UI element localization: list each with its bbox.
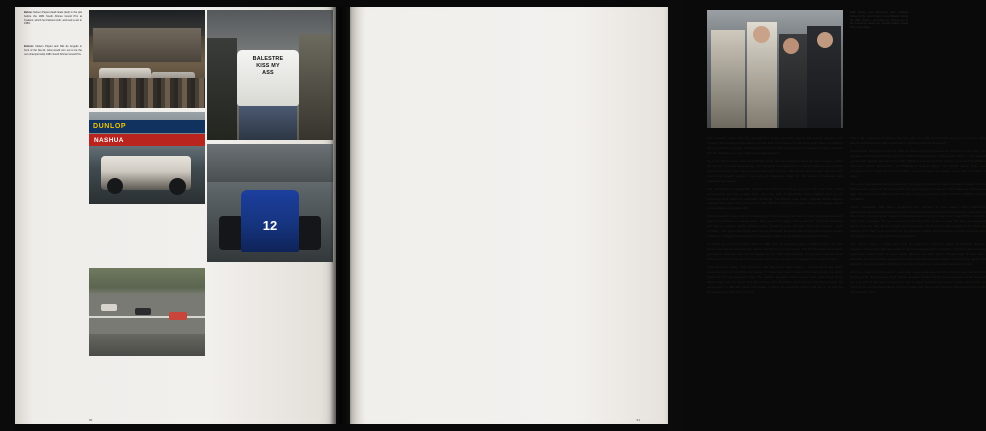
- table-edge-left: [0, 0, 15, 431]
- balestre-t-shirt-photo: [207, 10, 333, 140]
- caption-bottom: Bottom: Nelson Piquet and Niki de Angelis in front of the flat-12, what would turn out to be the non-championship 1981 South African Grand Prix.: [24, 45, 82, 56]
- photo-tyre-rear: [169, 178, 186, 195]
- photo-person-1: [711, 30, 745, 128]
- caption-below: Below: Nelson Piquet dead-heats (tied) in the pits before the 1981 South African Grand Prix at Kyalami, which he finished ninth, and took a win in 1983.: [24, 11, 82, 26]
- body-paragraph: Nonetheless, Ecclestone took the idea on board and FOCA stated its intention to hold their own separate world championship under the artistic/social federation of Motorsport banner. They pointed out that they had the top team from 1980, Williams, and the top three drivers, Jones and his Williams teammate Carlos Reutemann, and Brabham's Nelson Piquet. The FOCA teams alone then competed in the South African Grand Prix, whose promoter was aware, using cars with skirts in place.: [850, 149, 986, 178]
- photo-crowd-band: [89, 78, 205, 108]
- body-paragraph: As FOCA sat in front of what reflects in 1981 took the chequered flag of Watkins Glen, the FISA teams were already building their entries cars for the coming season. The FOCA teams, meanwhile, ignored the sanctions and did not register for the 1981 championship. In response occurred when FOCA teams refused to go to the season-opening race in Argentina, leading to its postponement.: [707, 242, 843, 262]
- body-paragraph: The senior management and sponsors of the major manufacturers teams became uneasy that the FOCA teams could pull off a crisis while the governing body could not. They called for compromise talks. The sport's fans baked on with dismay. 'I starts proclaiming: 'FISA v FOCA = FIASCO' were in circulation.: [850, 181, 986, 201]
- table-edge-bottom: [0, 424, 684, 431]
- track-action-photo: [89, 268, 205, 356]
- body-paragraph: The manufacturers traditionally followed the FISA line because, in sport, they had other racing commitments and also existed rules; thus, any form of disciplinary action against them by the governing body would be potentially damaging. The French Ligier team, originally FOCA aligned, switched sides when they joined forces with Talbot and planned to use a Matra V12 engine instead of the ubiquitous Cosworth V8.: [707, 186, 843, 211]
- dunlop-banner-text: DUNLOP: [93, 123, 127, 130]
- photo-face-1: [753, 26, 770, 43]
- photo-front-tyre-right: [297, 216, 321, 250]
- nashua-banner-text: NASHUA: [94, 136, 124, 144]
- photo-pit-background: [207, 144, 333, 182]
- photo-face-2: [783, 38, 799, 54]
- body-paragraph: And that – control of the monies – was what it was really about as far as Bernie was concerned. In his time of all, his innovative South African designer Gordon Murray had developed a sinks round for the new tech-22 dirty ground-clearance rule, a unique hydraulic suspension system allowed the car to run at the normal static height, and then lower (with back down onto the track while running). But that's another story.: [850, 270, 986, 294]
- photo-front-tyre-left: [219, 216, 243, 250]
- body-paragraph: Whereas Lotus owner Colin Chapman and McLaren's Teddy Mayer – considered at the fairest mannerisms as lock in 1950s the Puritits. To broker their later moves, in the hotel dining room which Poland at two men painting a crisis. The wartime explained that a nearby town, under siege in the Middle Ages, had run out of food and starving. The inhabitants then had one cow left and each day developed in a different colour and parade it where the besieging army could see it. To give the impression they had plenty of food: [707, 265, 843, 294]
- tshirt-slogan-line: ASS: [262, 69, 274, 76]
- body-paragraph: That is all,' Chapman exclaimed, 'We must put on a race even though we've got no money. They telephoned Ecclestone with, legend has it, inquired, 'Are you all paaed?': [850, 136, 986, 145]
- grid-car-number-12-photo: [207, 144, 333, 262]
- body-paragraph: from constant engine and tyre development. It was generally agreed that speeds needed to be slowed if the existing circuits were to remain safe. FISA wanted to ban skirts and reduce the width of the tyres. FOCA, however, did not accept the skirts ban as being at the interests of safety and said that the statutory two-year notice period was required.: [707, 136, 843, 155]
- photo-garage-band: [93, 28, 201, 62]
- body-column-left: [707, 136, 843, 406]
- photo-jeans: [239, 106, 297, 140]
- nashua-banner: [89, 134, 205, 146]
- body-paragraph: FOCA, meanwhile, had begun negotiating with sponsors to raise stakes. FISA established, threatening that any circuit hosting a FOCA race would not be granted a FISA licence, necessary for other forms of motor sport. Legal complications arose due to the fact that it was FOCA, not FISA, which had negotiated the race contracts in the first place. It was a move that aptly demonstrated former promoter Max Mosley's legal fleet-footedness. FOCA successfully applied to the Chancery division of the High Court in London for an injunction against race organisers or FISA, stopping them interfering with or trying to break these contracts.: [850, 204, 986, 239]
- caption-left-photo: Left: Rivalry and hot-temper were constant frames in the eras of sport. Here Balestre during the 1981 season – here they are, having a go at the mechanics during the Caesars Palace Grand Prix in Las Vegas.: [850, 11, 908, 29]
- body-paragraph: Enzo Ferrari, keen to break some kind of settlement, invited all parties to Modena. Balestre, however, insisted that talks take place at the Paris headquarters of the FIA, in France, the Concorde Agreement which touch of sorts, which allowed the 1981 world championship to take place. Basically, the FOCA teams agreed to the skirts ban and agreed to appear at every race, while FISA agreed to a more equitable distribution of funds and with the commercial side to Ecclestone.: [850, 242, 986, 266]
- photo-racecar-3: [169, 312, 187, 320]
- table-edge-top: [0, 0, 684, 7]
- dunlop-nashua-banner-photo: [89, 112, 205, 204]
- tshirt-slogan-line: KISS MY: [256, 62, 280, 69]
- ecclestone-paddock-photo: [707, 10, 843, 128]
- table-edge-right: [668, 0, 684, 431]
- right-page-folio: 61: [636, 418, 640, 422]
- body-paragraph: As of the FOCA teams were small British racing car manufacturers using the same engine, a Ford V8 built by Cosworth Engineering. The Cosworth unit allowed for a narrow, efficient ground-effect chassis to be built. The major manufacturers in F1 – Ferrari, Alfa Romeo and Renault – all used their own more powerful engines, but with any advantage offset by their bulkier construction and additional fuel weight.: [707, 158, 843, 183]
- photo-racecar-2: [135, 308, 151, 315]
- tshirt-slogan-text: [239, 56, 297, 76]
- tshirt-slogan-line: BALESTRE: [252, 56, 284, 62]
- photo-racecar-1: [101, 304, 117, 311]
- left-page: [14, 0, 336, 431]
- photo-figure-right: [299, 34, 333, 140]
- body-paragraph: FOCA viewed the skirts ban as an attempt by FISA to destroy the basis of their competitiveness and place the emphasis on engine power. They argued that rather than a skirt ban, a formula restricting fuel flow to engines, hence curbing power, would be more effective. They also argued – quite correctly – that grand prix racing was now so technically advanced that a collection of French engine builders in a largely fixed insufficient knowledge to draw on acceptable regulation changes.: [707, 214, 843, 239]
- right-page: [350, 0, 986, 431]
- car-number-label: 12: [262, 218, 278, 233]
- photo-tyre-front: [107, 178, 123, 194]
- photo-track-line: [89, 316, 205, 318]
- dunlop-banner: [89, 120, 205, 133]
- photo-figure-left: [207, 38, 237, 140]
- left-page-folio: 60: [89, 418, 93, 422]
- pit-lane-crowd-photo: [89, 10, 205, 108]
- photo-face-3: [817, 32, 833, 48]
- body-column-right: [850, 136, 986, 406]
